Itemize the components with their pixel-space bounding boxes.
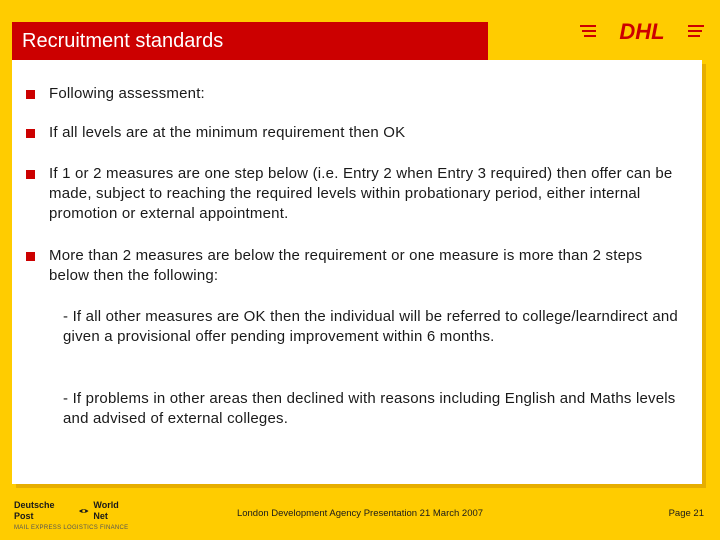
bullet-square-icon — [26, 90, 35, 99]
sub-paragraph: - If all other measures are OK then the individual will be referred to college/learndirect and given a provisional offer pending improvement within 6 months. — [63, 308, 678, 345]
bullet-square-icon — [26, 252, 35, 261]
content-panel — [12, 60, 702, 484]
logo-world-text: World Net — [93, 500, 119, 521]
bullet-item — [26, 84, 682, 104]
dhl-logo — [580, 18, 704, 42]
logo-sub-text: MAIL EXPRESS LOGISTICS FINANCE — [14, 525, 129, 531]
bullet-text: More than 2 measures are below the requirement or one measure is more than 2 steps below then the following: — [49, 247, 643, 284]
bullet-square-icon — [26, 129, 35, 138]
dhl-logo-text: DHL — [619, 19, 665, 42]
sub-paragraph: - If problems in other areas then declined with reasons including English and Maths levels and advised of external colleges. — [63, 390, 676, 427]
bullet-item — [26, 246, 682, 286]
logo-main-text: Deutsche Post — [14, 500, 55, 521]
page-number: Page 21 — [668, 508, 704, 519]
bullet-item — [26, 164, 682, 224]
slide-title: Recruitment standards — [12, 22, 488, 60]
bullet-text: If all levels are at the minimum requirement then OK — [49, 124, 406, 141]
bullet-text: Following assessment: — [49, 85, 205, 102]
bullet-item — [26, 123, 682, 143]
bullet-text: If 1 or 2 measures are one step below (i.e. Entry 2 when Entry 3 required) then offer can be made, subject to reaching the required levels within probationary period, either internal promotion or external appointment. — [49, 165, 673, 222]
footer-presentation-text: London Development Agency Presentation 21 March 2007 — [236, 508, 484, 519]
bullet-square-icon — [26, 170, 35, 179]
